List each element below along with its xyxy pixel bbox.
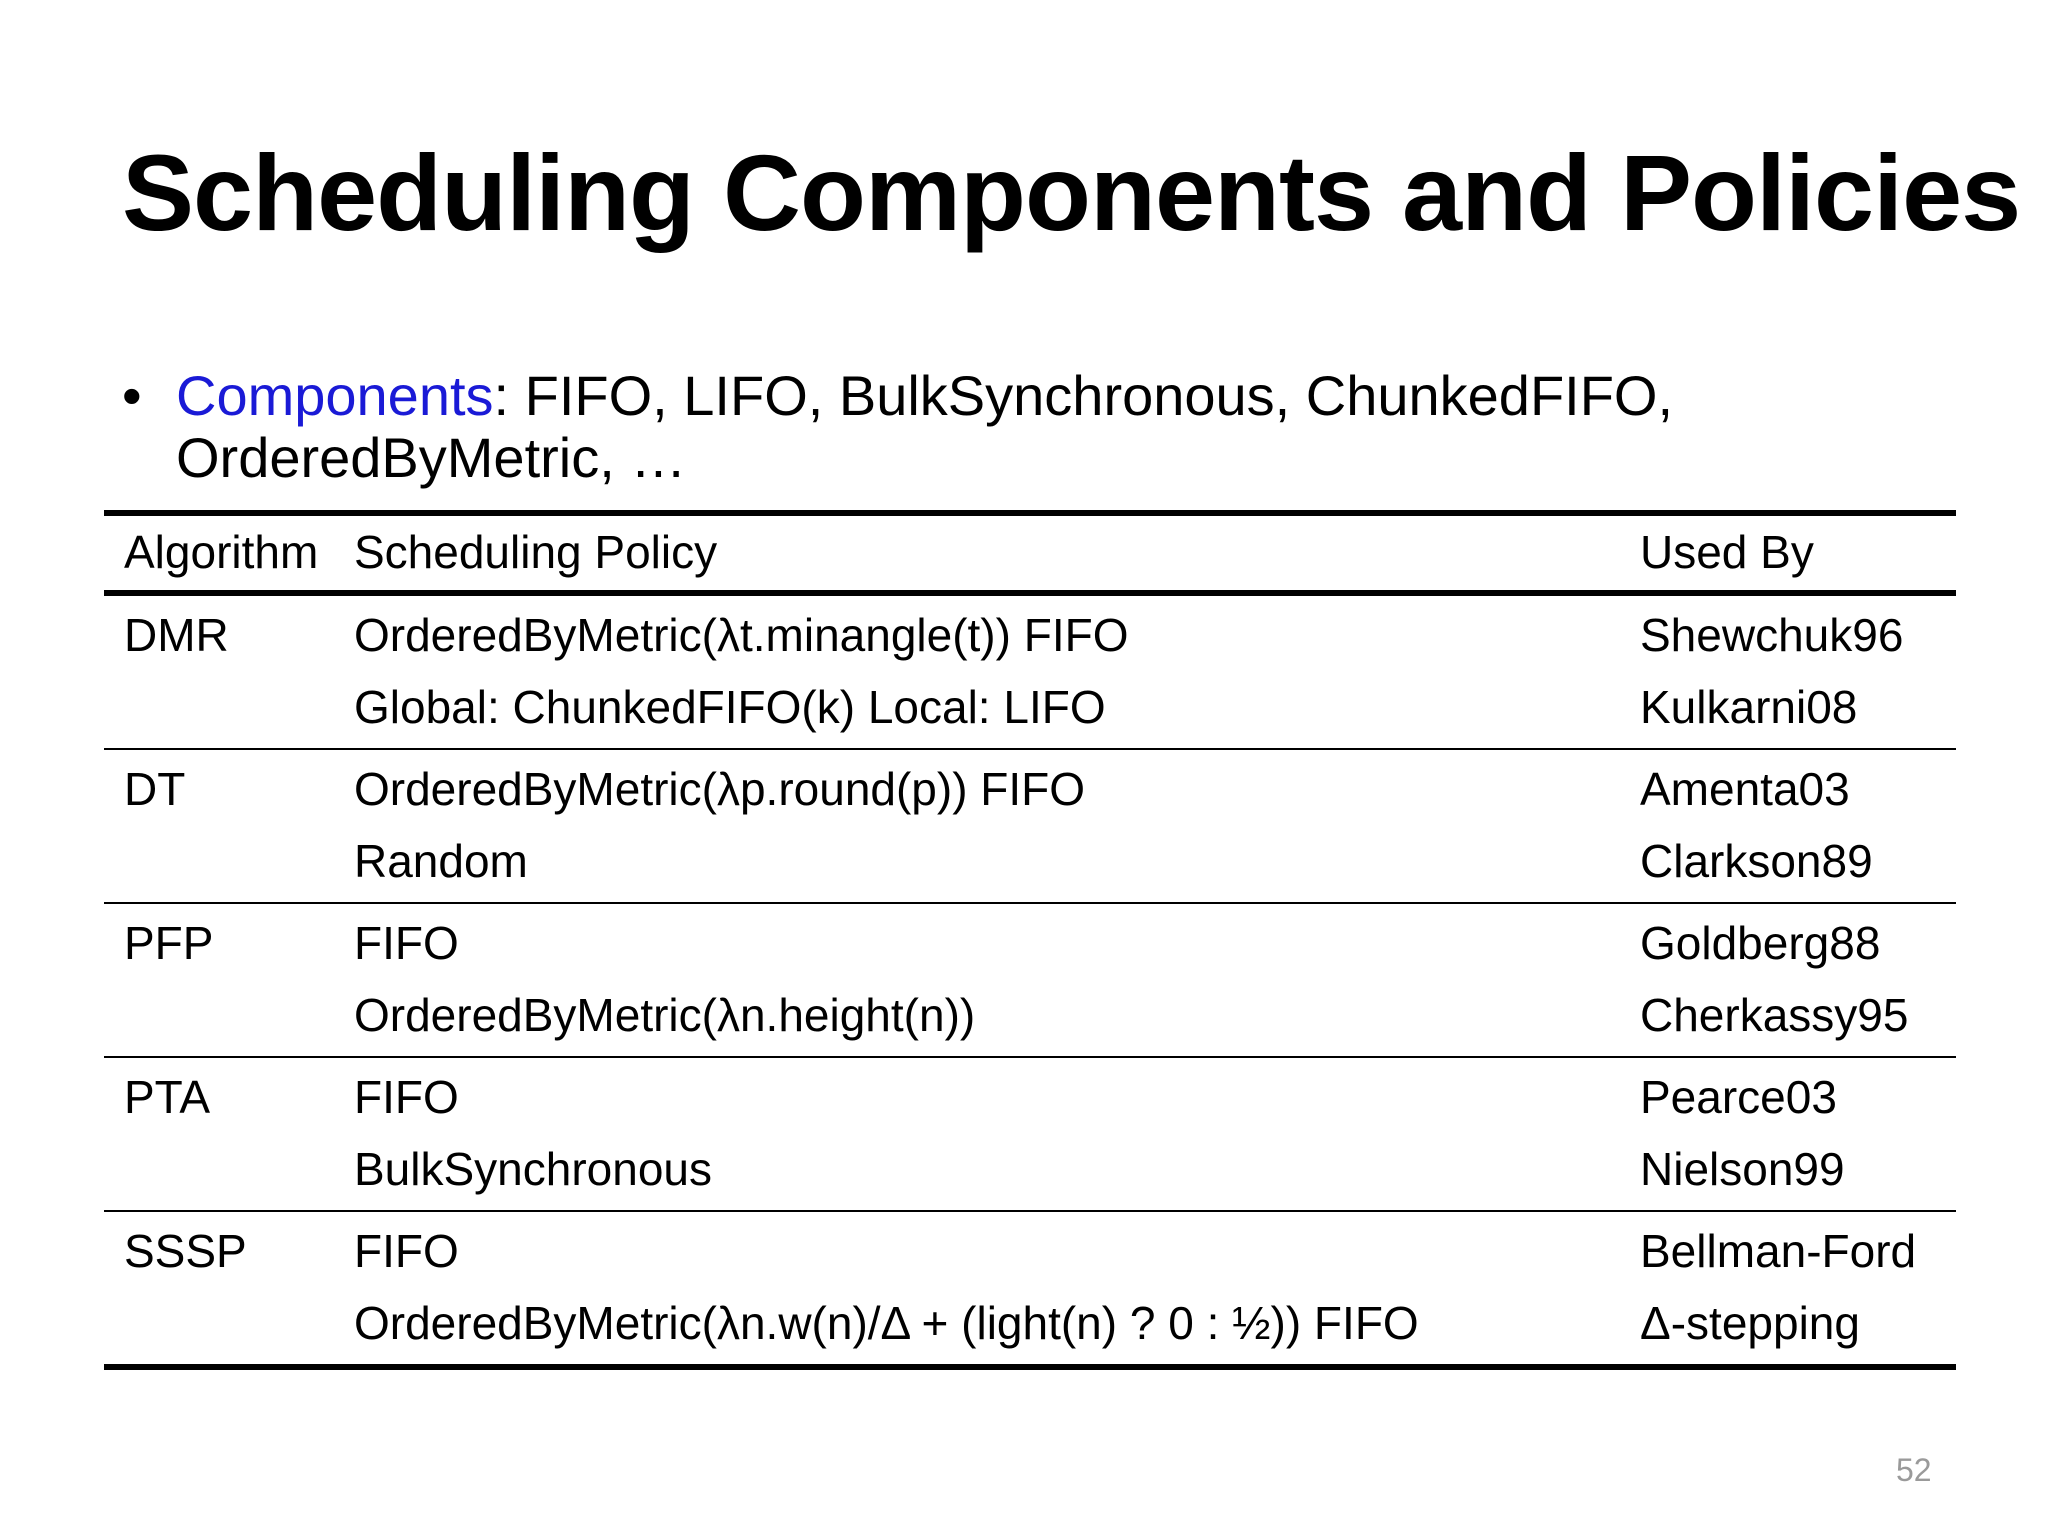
used-by-cell: Nielson99: [1640, 1143, 1845, 1195]
used-by-cell: Cherkassy95: [1640, 989, 1909, 1041]
slide-title: Scheduling Components and Policies: [122, 132, 2021, 253]
page-number: 52: [1896, 1452, 1932, 1488]
table-header-row: [104, 513, 1956, 593]
table-row: [104, 1057, 1956, 1138]
algorithm-cell: [104, 984, 334, 1057]
group-pta: [104, 1057, 1956, 1211]
used-by-cell: Kulkarni08: [1640, 681, 1858, 733]
used-by-cell: Goldberg88: [1640, 917, 1881, 969]
group-dmr: [104, 593, 1956, 749]
policy-cell: FIFO: [354, 1225, 459, 1277]
policy-cell: FIFO: [354, 1071, 459, 1123]
policy-cell: OrderedByMetric(λp.round(p)) FIFO: [354, 763, 1086, 815]
policy-cell: OrderedByMetric(λt.minangle(t)) FIFO: [354, 609, 1129, 661]
algorithm-cell: DT: [124, 763, 186, 815]
table-row: [104, 903, 1956, 984]
policy-cell: FIFO: [354, 917, 459, 969]
algorithm-cell: SSSP: [124, 1225, 247, 1277]
used-by-cell: Clarkson89: [1640, 835, 1873, 887]
algorithm-cell: [104, 1138, 334, 1211]
table-row: [104, 984, 1956, 1057]
bullet-text: [176, 365, 1916, 489]
table-row: [104, 1138, 1956, 1211]
group-dt: [104, 749, 1956, 903]
used-by-cell: Pearce03: [1640, 1071, 1837, 1123]
group-pfp: [104, 903, 1956, 1057]
algorithm-cell: [104, 830, 334, 903]
algorithm-cell: DMR: [124, 609, 229, 661]
table-row: [104, 593, 1956, 676]
table-row: [104, 1211, 1956, 1292]
group-sssp: [104, 1211, 1956, 1367]
table-row: [104, 1292, 1956, 1367]
algorithm-cell: PTA: [124, 1071, 211, 1123]
table-row: [104, 749, 1956, 830]
algorithm-cell: [104, 1292, 334, 1367]
table-row: [104, 830, 1956, 903]
policy-cell: OrderedByMetric(λn.height(n)): [354, 989, 976, 1041]
components-list: : FIFO, LIFO, BulkSynchronous, ChunkedFIFO, OrderedByMetric, …: [176, 364, 1674, 489]
used-by-cell: Shewchuk96: [1640, 609, 1904, 661]
header-scheduling-policy: Scheduling Policy: [354, 526, 718, 578]
used-by-cell: Δ-stepping: [1640, 1297, 1860, 1349]
policy-cell: Global: ChunkedFIFO(k) Local: LIFO: [354, 681, 1106, 733]
header-algorithm: Algorithm: [124, 526, 319, 578]
policy-cell: Random: [354, 835, 528, 887]
scheduling-policy-table: [104, 510, 1956, 1370]
bullet-marker: •: [122, 364, 142, 427]
policy-table: [104, 510, 1956, 1370]
table-row: [104, 676, 1956, 749]
used-by-cell: Bellman-Ford: [1640, 1225, 1917, 1277]
algorithm-cell: PFP: [124, 917, 214, 969]
algorithm-cell: [104, 676, 334, 749]
header-used-by: Used By: [1640, 526, 1814, 578]
components-keyword: Components: [176, 364, 494, 427]
policy-cell: OrderedByMetric(λn.w(n)/Δ + (light(n) ? 0 : ½)) FIFO: [354, 1297, 1419, 1349]
policy-cell: BulkSynchronous: [354, 1143, 712, 1195]
used-by-cell: Amenta03: [1640, 763, 1850, 815]
